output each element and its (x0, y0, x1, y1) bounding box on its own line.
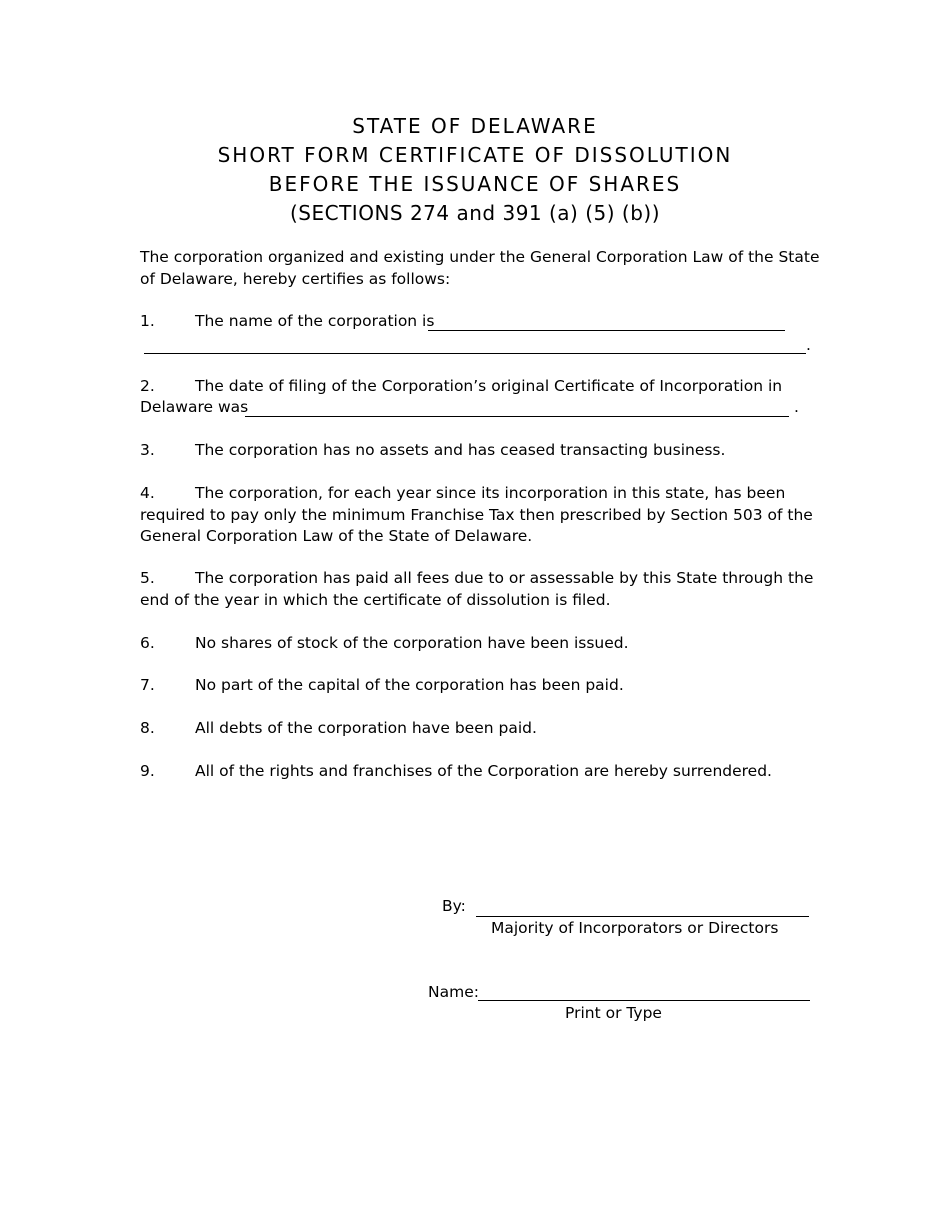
item-5-number: 5. (140, 569, 155, 587)
corporation-name-field-line1[interactable] (428, 330, 785, 331)
title-state: STATE OF DELAWARE (352, 114, 598, 138)
name-label: Name: (428, 983, 479, 1001)
title-sections: (SECTIONS 274 and 391 (a) (5) (b)) (289, 201, 661, 225)
item-1-number: 1. (140, 312, 155, 330)
printed-name-caption: Print or Type (565, 1004, 662, 1022)
item-4-text: The corporation, for each year since its incorporation in this state, has been required to pay only the minimum Franchise Tax then prescribed by Section 503 of the General Corporation Law of the State of Delaware. (140, 484, 813, 545)
item-2-text-cont: Delaware was (140, 398, 249, 416)
item-3-number: 3. (140, 441, 155, 459)
item-1-period: . (806, 336, 811, 354)
item-4 (140, 483, 820, 548)
item-2-number: 2. (140, 377, 155, 395)
item-5 (140, 568, 820, 611)
item-6-number: 6. (140, 634, 155, 652)
item-5-text: The corporation has paid all fees due to or assessable by this State through the end of the year in which the certificate of dissolution is filed. (140, 569, 814, 609)
title-form-name: SHORT FORM CERTIFICATE OF DISSOLUTION (217, 143, 733, 167)
item-9-number: 9. (140, 762, 155, 780)
item-6-text: No shares of stock of the corporation have been issued. (195, 634, 629, 652)
item-3-text: The corporation has no assets and has ceased transacting business. (195, 441, 726, 459)
item-2-text: The date of filing of the Corporation’s original Certificate of Incorporation in (195, 377, 783, 395)
by-label: By: (442, 897, 466, 915)
corporation-name-field-line2[interactable] (144, 353, 806, 354)
item-7-text: No part of the capital of the corporation has been paid. (195, 676, 624, 694)
printed-name-field[interactable] (478, 1000, 810, 1001)
signature-caption: Majority of Incorporators or Directors (491, 919, 779, 937)
item-9-text: All of the rights and franchises of the Corporation are hereby surrendered. (195, 762, 772, 780)
item-4-number: 4. (140, 484, 155, 502)
title-subtitle: BEFORE THE ISSUANCE OF SHARES (268, 172, 682, 196)
item-8-text: All debts of the corporation have been paid. (195, 719, 537, 737)
item-7-number: 7. (140, 676, 155, 694)
filing-date-field[interactable] (245, 416, 789, 417)
item-2-period: . (794, 398, 799, 416)
item-8-number: 8. (140, 719, 155, 737)
item-1-text: The name of the corporation is (195, 312, 435, 330)
intro-paragraph: The corporation organized and existing under the General Corporation Law of the State of Delaware, hereby certifies as follows: (140, 248, 820, 288)
signature-field[interactable] (476, 916, 809, 917)
document-title (0, 112, 950, 228)
